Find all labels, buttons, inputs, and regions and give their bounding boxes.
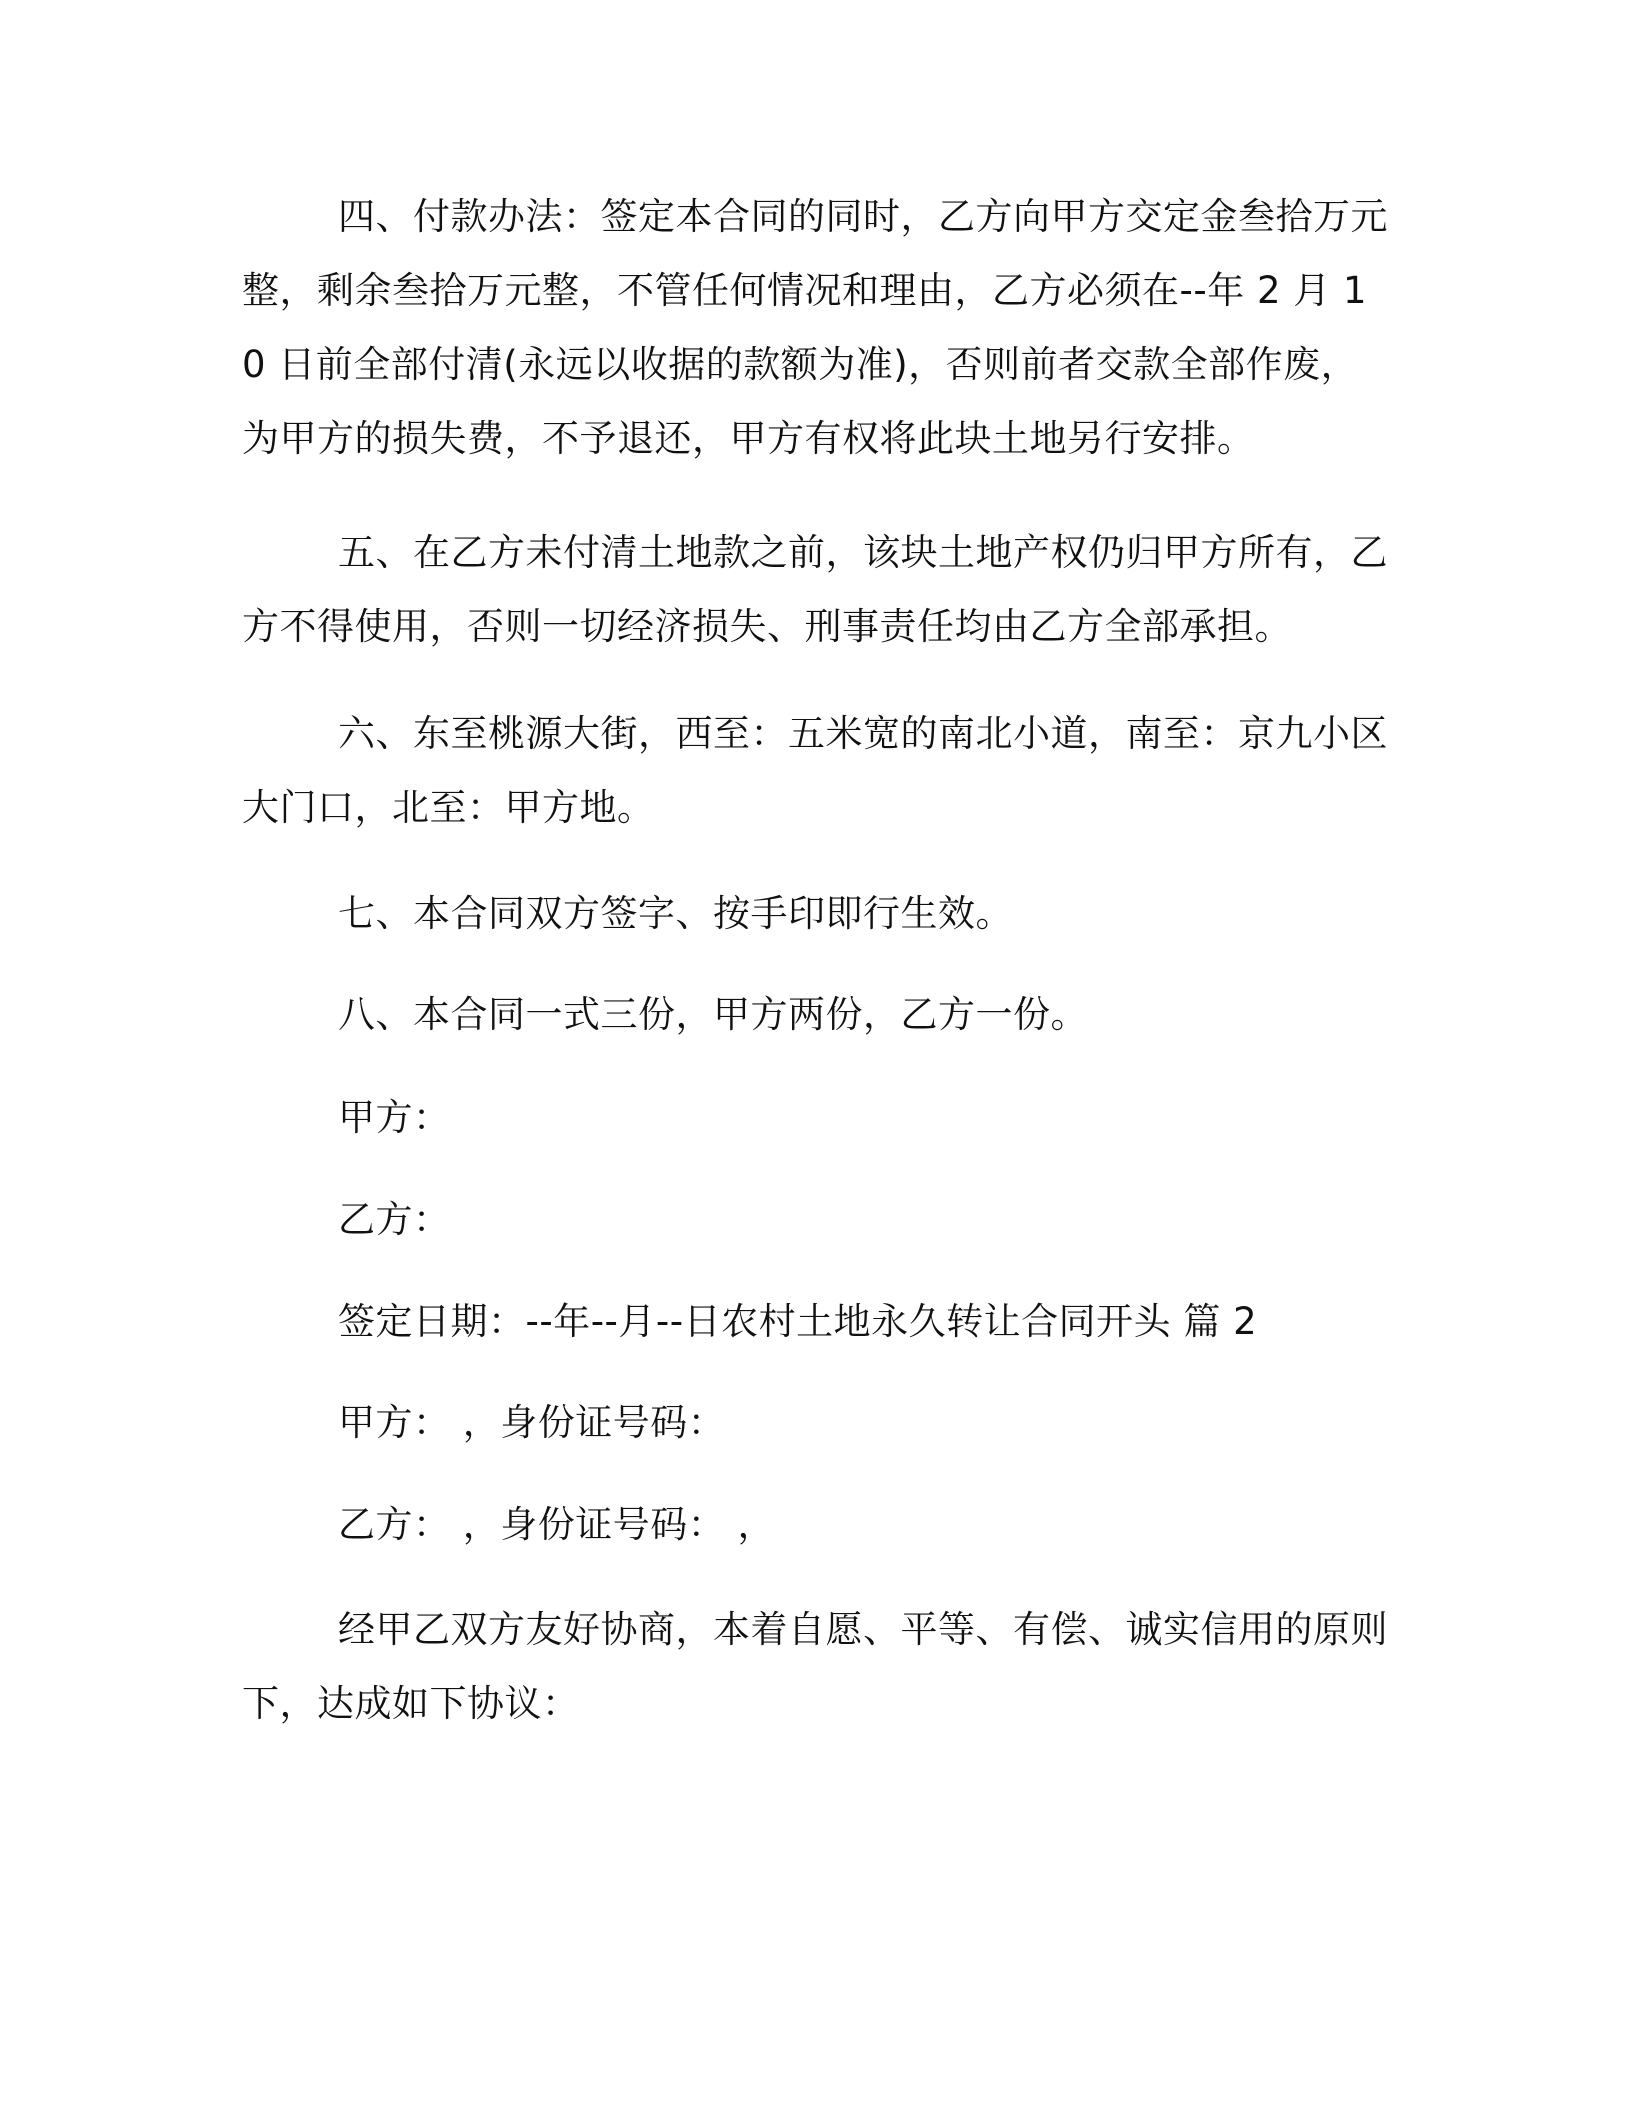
agreement-intro: 经甲乙双方友好协商，本着自愿、平等、有偿、诚实信用的原则下，达成如下协议： (242, 1608, 1388, 1725)
party-b-label: 乙方： (338, 1198, 451, 1241)
clause-4-payment: 四、付款办法：签定本合同的同时，乙方向甲方交定金叁拾万元整，剩余叁拾万元整，不管任何情况和理由，乙方必须在--年 2 月 10 日前全部付清(永远以收据的款额为准)，否则前者交款全部作废，为甲方的损失费，不予退还，甲方有权将此块土地另行安排。 (242, 195, 1388, 460)
clause-8-copies: 八、本合同一式三份，甲方两份，乙方一份。 (338, 993, 1088, 1036)
party-b-id-line: 乙方： ，身份证号码： ， (338, 1503, 776, 1546)
clause-7-effect: 七、本合同双方签字、按手印即行生效。 (338, 892, 1013, 935)
clause-5-ownership: 五、在乙方未付清土地款之前，该块土地产权仍归甲方所有，乙方不得使用，否则一切经济损失、刑事责任均由乙方全部承担。 (242, 531, 1388, 648)
sign-date-line: 签定日期：--年--月--日农村土地永久转让合同开头 篇 2 (338, 1300, 1258, 1343)
clause-6-boundaries: 六、东至桃源大街，西至：五米宽的南北小道，南至：京九小区大门口，北至：甲方地。 (242, 712, 1388, 829)
party-a-label: 甲方： (338, 1096, 451, 1139)
party-a-id-line: 甲方： ，身份证号码： (338, 1401, 726, 1444)
